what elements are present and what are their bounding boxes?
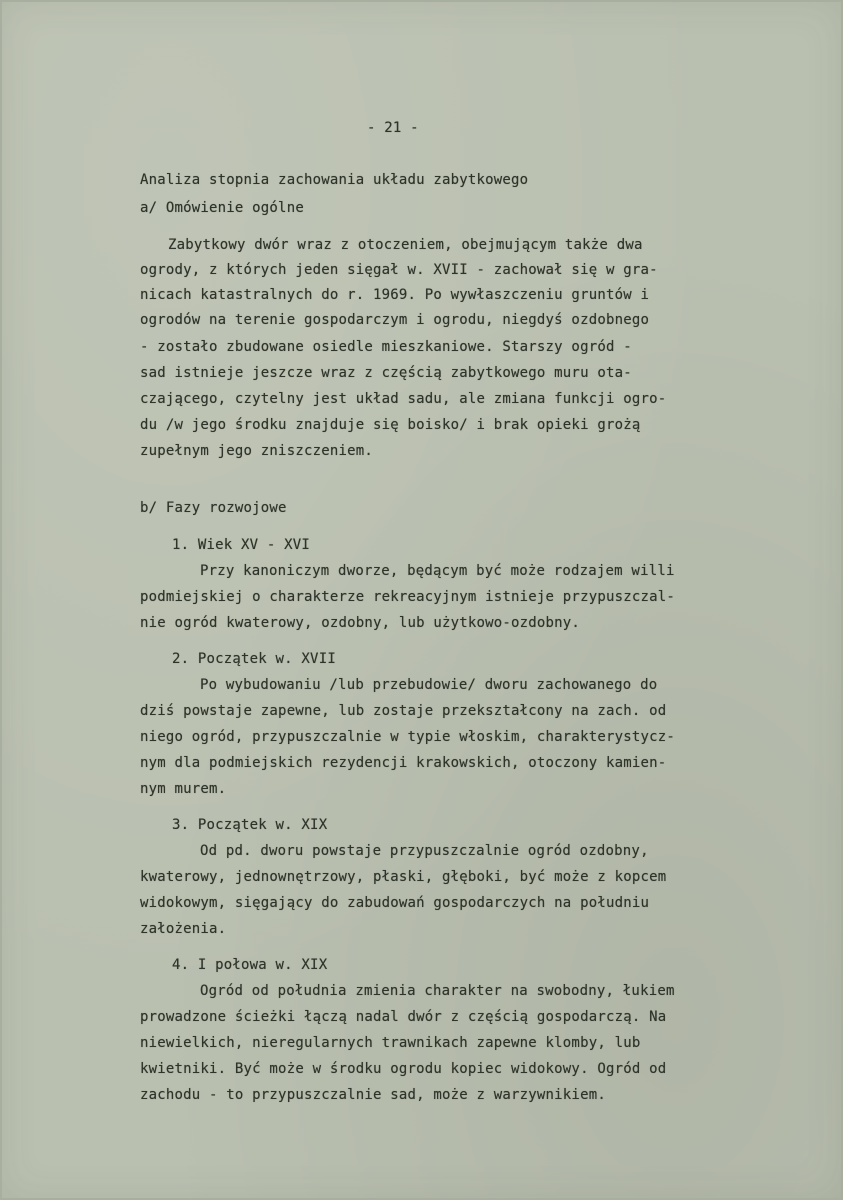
section-a-line: sad istnieje jeszcze wraz z częścią zabytkowego muru ota- bbox=[140, 365, 632, 381]
phase-line: nym murem. bbox=[140, 781, 227, 797]
phase-line: niego ogród, przypuszczalnie w typie włoskim, charakterystycz- bbox=[140, 729, 675, 745]
phase-line: prowadzone ścieżki łączą nadal dwór z częścią gospodarczą. Na bbox=[140, 1009, 667, 1025]
section-a-line: Zabytkowy dwór wraz z otoczeniem, obejmującym także dwa bbox=[168, 237, 643, 253]
phase-line: widokowym, sięgający do zabudowań gospodarczych na południu bbox=[140, 895, 650, 911]
phase-heading: 1. Wiek XV - XVI bbox=[172, 537, 311, 553]
phase-line: podmiejskiej o charakterze rekreacyjnym istnieje przypuszczal- bbox=[140, 589, 675, 605]
phase-line: założenia. bbox=[140, 921, 227, 937]
phase-line: Ogród od południa zmienia charakter na swobodny, łukiem bbox=[200, 983, 675, 999]
phase-line: Od pd. dworu powstaje przypuszczalnie ogród ozdobny, bbox=[200, 843, 649, 859]
phase-line: dziś powstaje zapewne, lub zostaje przekształcony na zach. od bbox=[140, 703, 667, 719]
section-b-title: b/ Fazy rozwojowe bbox=[140, 500, 287, 516]
section-a-line: czającego, czytelny jest układ sadu, ale zmiana funkcji ogro- bbox=[140, 391, 667, 407]
phase-line: Po wybudowaniu /lub przebudowie/ dworu zachowanego do bbox=[200, 677, 658, 693]
section-a-line: ogrodów na terenie gospodarczym i ogrodu, niegdyś ozdobnego bbox=[140, 312, 650, 328]
page-number: - 21 - bbox=[367, 120, 419, 136]
section-a-line: zupełnym jego zniszczeniem. bbox=[140, 443, 373, 459]
phase-line: Przy kanoniczym dworze, będącym być może rodzajem willi bbox=[200, 563, 675, 579]
phase-heading: 4. I połowa w. XIX bbox=[172, 957, 328, 973]
phase-line: niewielkich, nieregularnych trawnikach zapewne klomby, lub bbox=[140, 1035, 641, 1051]
section-a-title: a/ Omówienie ogólne bbox=[140, 200, 304, 216]
phase-heading: 3. Początek w. XIX bbox=[172, 817, 328, 833]
section-a-line: ogrody, z których jeden sięgał w. XVII - zachował się w gra- bbox=[140, 262, 658, 278]
phase-heading: 2. Początek w. XVII bbox=[172, 651, 336, 667]
phase-line: kwietniki. Być może w środku ogrodu kopiec widokowy. Ogród od bbox=[140, 1061, 667, 1077]
phase-line: nym dla podmiejskich rezydencji krakowskich, otoczony kamien- bbox=[140, 755, 667, 771]
phase-line: zachodu - to przypuszczalnie sad, może z warzywnikiem. bbox=[140, 1087, 606, 1103]
document-heading: Analiza stopnia zachowania układu zabytkowego bbox=[140, 172, 529, 188]
section-a-line: - zostało zbudowane osiedle mieszkaniowe. Starszy ogród - bbox=[140, 339, 632, 355]
phase-line: nie ogród kwaterowy, ozdobny, lub użytkowo-ozdobny. bbox=[140, 615, 581, 631]
section-a-line: nicach katastralnych do r. 1969. Po wywłaszczeniu gruntów i bbox=[140, 287, 650, 303]
section-a-line: du /w jego środku znajduje się boisko/ i brak opieki grożą bbox=[140, 417, 641, 433]
phase-line: kwaterowy, jednownętrzowy, płaski, głęboki, być może z kopcem bbox=[140, 869, 667, 885]
